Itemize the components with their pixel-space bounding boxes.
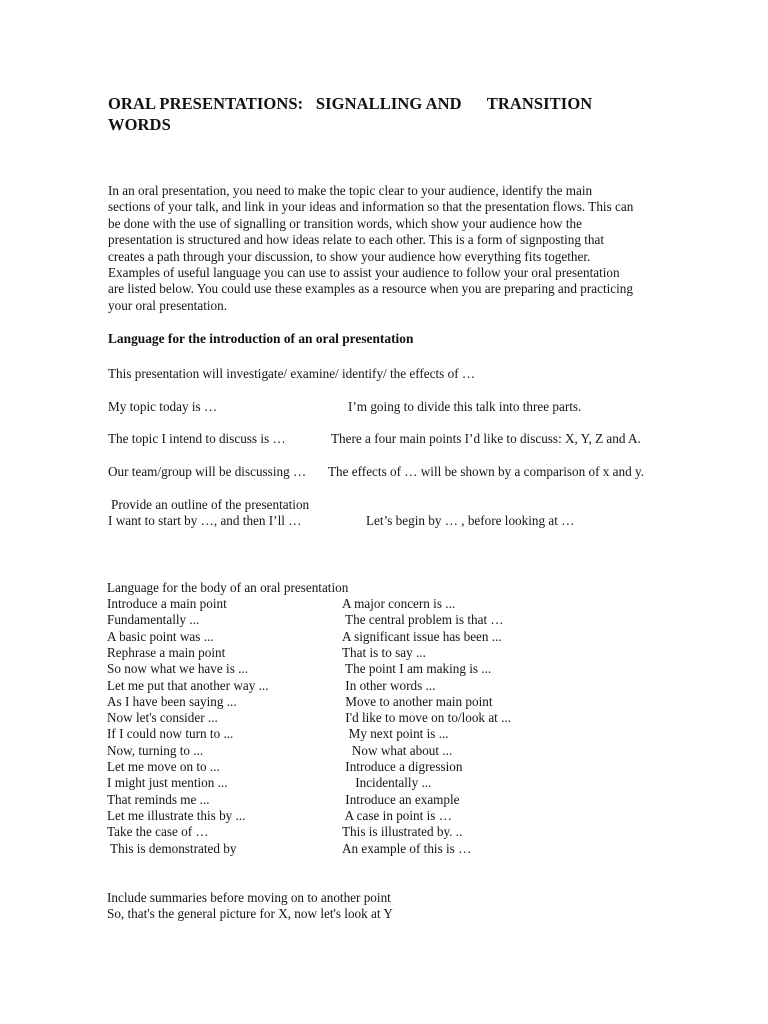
intro-line: presentation is structured and how ideas relate to each other. This is a form of signposting that [108, 232, 604, 248]
body-phrase-right: An example of this is … [342, 840, 472, 856]
body-phrase-left: As I have been saying ... [107, 693, 237, 709]
body-phrase-left: Let me put that another way ... [107, 677, 269, 693]
body-phrase-left: Let me illustrate this by ... [107, 807, 246, 823]
outline-label: Provide an outline of the presentation [111, 497, 310, 512]
body-phrase-left: Now, turning to ... [107, 742, 204, 758]
body-phrase-left: This is demonstrated by [107, 840, 237, 856]
intro-section-heading: Language for the introduction of an oral presentation [108, 331, 414, 346]
intro-phrase: This presentation will investigate/ examine/ identify/ the effects of … [108, 366, 476, 381]
body-phrase-left: Introduce a main point [107, 596, 227, 611]
body-phrase-right: Introduce an example [342, 791, 460, 807]
intro-phrase-left: I want to start by …, and then I’ll … [108, 513, 302, 528]
body-phrase-right: In other words ... [342, 677, 436, 693]
body-phrase-left: Rephrase a main point [107, 644, 226, 660]
intro-phrase-left: My topic today is … [108, 399, 218, 414]
summary-label: Include summaries before moving on to another point [107, 890, 391, 905]
body-phrase-right: My next point is ... [342, 726, 449, 742]
body-phrase-right: The point I am making is ... [342, 661, 492, 677]
body-phrase-right: Introduce a digression [342, 759, 463, 774]
intro-line: creates a path through your discussion, to show your audience how everything fits together. [108, 248, 591, 264]
body-phrase-right: The central problem is that … [342, 612, 504, 628]
body-phrase-left: If I could now turn to ... [107, 726, 234, 742]
intro-paragraph [108, 183, 668, 314]
intro-phrase-right: Let’s begin by … , before looking at … [366, 513, 575, 528]
intro-line: In an oral presentation, you need to make the topic clear to your audience, identify the main [108, 183, 593, 198]
body-phrase-left: Let me move on to ... [107, 759, 220, 774]
title-line-1: ORAL PRESENTATIONS: SIGNALLING AND TRANSITION [108, 94, 593, 113]
body-phrase-right: Incidentally ... [342, 775, 432, 791]
body-phrase-left: Fundamentally ... [107, 612, 200, 628]
body-phrase-left: Now let's consider ... [107, 710, 218, 726]
body-phrase-left: A basic point was ... [107, 628, 214, 644]
intro-phrase-right: There a four main points I’d like to discuss: X, Y, Z and A. [331, 431, 641, 446]
body-phrase-right: A major concern is ... [342, 596, 456, 611]
body-phrase-right: A case in point is … [342, 807, 452, 823]
intro-phrase-right: I’m going to divide this talk into three parts. [348, 399, 582, 414]
intro-line: be done with the use of signalling or transition words, which show your audience how the [108, 215, 582, 231]
document-title [108, 93, 648, 135]
intro-line: sections of your talk, and link in your ideas and information so that the presentation flows. This can [108, 199, 634, 215]
body-phrase-right: That is to say ... [342, 644, 426, 660]
intro-phrase-left: Our team/group will be discussing … [108, 464, 307, 479]
intro-line: Examples of useful language you can use to assist your audience to follow your oral presentation [108, 265, 620, 281]
summary-phrase: So, that's the general picture for X, now let's look at Y [107, 906, 393, 921]
body-phrase-left: That reminds me ... [107, 791, 210, 807]
body-phrase-right: A significant issue has been ... [342, 628, 502, 644]
body-phrase-right: This is illustrated by. .. [342, 824, 463, 840]
intro-line: are listed below. You could use these examples as a resource when you are preparing and practicing [108, 281, 633, 297]
body-phrase-right: Now what about ... [342, 742, 453, 758]
intro-phrase-right: The effects of … will be shown by a comparison of x and y. [328, 464, 645, 479]
body-phrase-left: Take the case of … [107, 824, 209, 840]
body-phrase-left: I might just mention ... [107, 775, 228, 791]
intro-line: your oral presentation. [108, 297, 228, 313]
body-phrase-left: So now what we have is ... [107, 661, 249, 677]
body-phrase-right: I'd like to move on to/look at ... [342, 710, 512, 726]
body-section-heading: Language for the body of an oral presentation [107, 580, 349, 595]
title-line-2: WORDS [108, 115, 171, 134]
body-phrase-right: Move to another main point [342, 693, 493, 709]
intro-phrase-left: The topic I intend to discuss is … [108, 431, 286, 446]
